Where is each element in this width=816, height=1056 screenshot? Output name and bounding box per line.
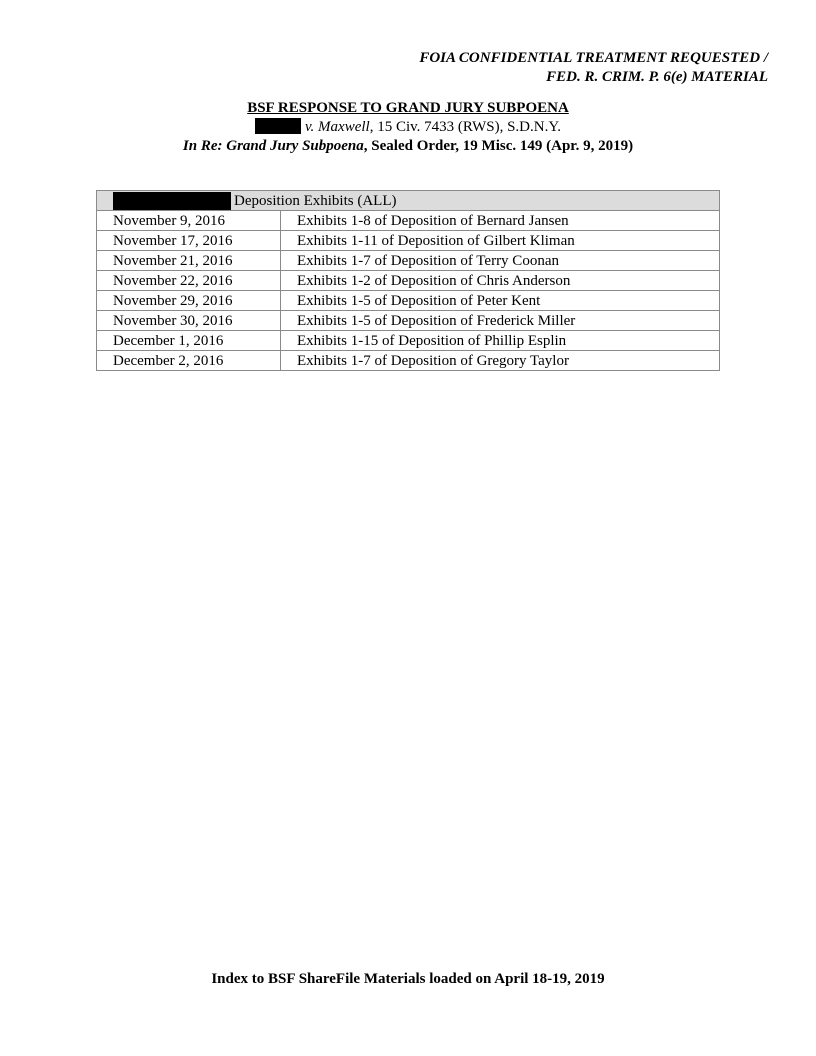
deposition-date-cell: November 29, 2016 — [97, 291, 281, 311]
exhibit-description-cell: Exhibits 1-11 of Deposition of Gilbert Kliman — [281, 231, 720, 251]
redaction-box — [113, 192, 231, 210]
deposition-date-cell: November 9, 2016 — [97, 211, 281, 231]
deposition-date-cell: December 1, 2016 — [97, 331, 281, 351]
case-caption — [0, 118, 816, 137]
table-header-label: Deposition Exhibits (ALL) — [234, 192, 397, 209]
confidentiality-header — [419, 49, 768, 87]
case-caption-italic: v. Maxwell — [305, 119, 370, 135]
table-row — [97, 351, 720, 371]
deposition-date-cell: November 17, 2016 — [97, 231, 281, 251]
deposition-date-cell: November 21, 2016 — [97, 251, 281, 271]
exhibit-description-cell: Exhibits 1-5 of Deposition of Peter Kent — [281, 291, 720, 311]
exhibits-table — [96, 190, 720, 371]
exhibit-description-cell: Exhibits 1-7 of Deposition of Gregory Taylor — [281, 351, 720, 371]
subpoena-reference — [0, 137, 816, 156]
deposition-date-cell: November 30, 2016 — [97, 311, 281, 331]
subpoena-reference-rest: , Sealed Order, 19 Misc. 149 (Apr. 9, 2019) — [363, 138, 634, 154]
exhibit-description-cell: Exhibits 1-7 of Deposition of Terry Coonan — [281, 251, 720, 271]
table-row — [97, 231, 720, 251]
table-row — [97, 331, 720, 351]
deposition-date-cell: November 22, 2016 — [97, 271, 281, 291]
document-title: BSF RESPONSE TO GRAND JURY SUBPOENA — [247, 100, 569, 116]
exhibit-description-cell: Exhibits 1-8 of Deposition of Bernard Jansen — [281, 211, 720, 231]
table-row — [97, 311, 720, 331]
subpoena-reference-italic: In Re: Grand Jury Subpoena — [182, 138, 364, 154]
table-row — [97, 291, 720, 311]
document-title-block — [0, 99, 816, 156]
table-row — [97, 271, 720, 291]
footer-index-note: Index to BSF ShareFile Materials loaded on April 18-19, 2019 — [211, 971, 605, 987]
table-row — [97, 251, 720, 271]
confidentiality-line-1: FOIA CONFIDENTIAL TREATMENT REQUESTED / — [419, 50, 768, 66]
exhibit-description-cell: Exhibits 1-5 of Deposition of Frederick Miller — [281, 311, 720, 331]
table-header-cell — [97, 191, 720, 211]
exhibit-description-cell: Exhibits 1-15 of Deposition of Phillip Esplin — [281, 331, 720, 351]
deposition-date-cell: December 2, 2016 — [97, 351, 281, 371]
exhibit-description-cell: Exhibits 1-2 of Deposition of Chris Anderson — [281, 271, 720, 291]
table-header-row — [97, 191, 720, 211]
redaction-box — [255, 118, 301, 134]
confidentiality-line-2: FED. R. CRIM. P. 6(e) MATERIAL — [546, 69, 768, 85]
table-row — [97, 211, 720, 231]
case-caption-rest: , 15 Civ. 7433 (RWS), S.D.N.Y. — [369, 119, 561, 135]
